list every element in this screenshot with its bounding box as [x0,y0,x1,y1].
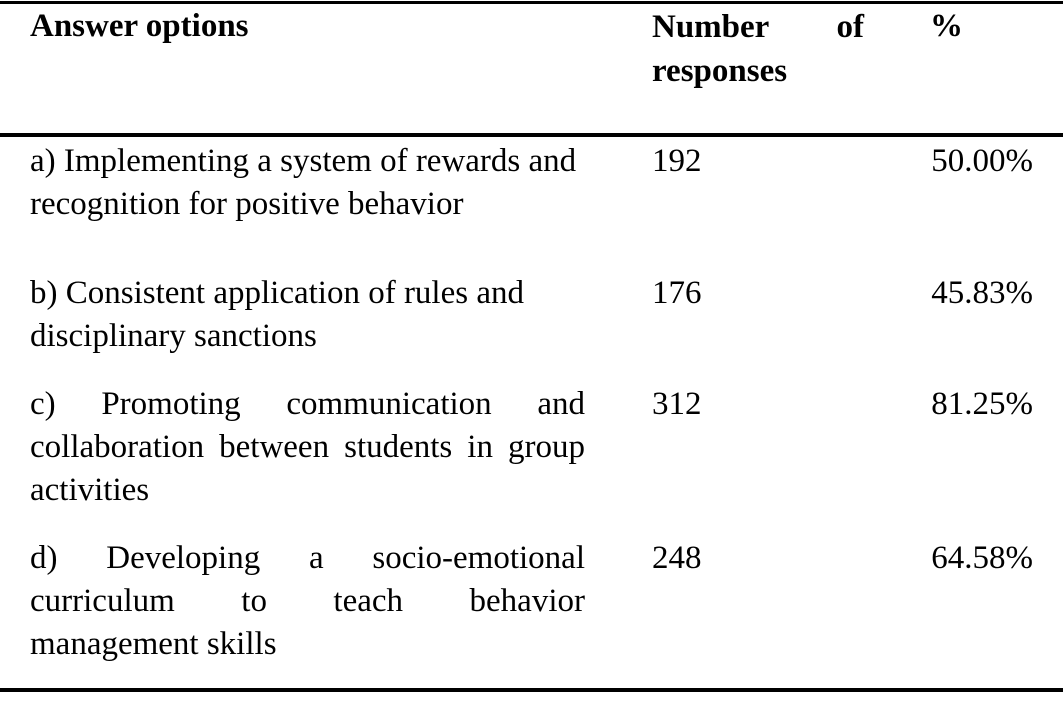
row-b-answer: b) Consistent application of rules and disciplinary sanctions [30,275,524,354]
row-a-answer: a) Implementing a system of rewards and recognition for positive behavior [30,143,577,222]
row-b-count: 176 [652,275,702,311]
header-percent: % [930,8,963,44]
table-header-rule [0,133,1063,137]
header-answer-options: Answer options [30,8,249,44]
row-b-percent: 45.83% [931,275,1033,311]
row-a-count: 192 [652,143,702,179]
row-d-answer: d) Developing a socio-emotional curriculum to teach behavior management skills [30,540,585,662]
row-a-percent: 50.00% [931,143,1033,179]
row-c-percent: 81.25% [931,386,1033,422]
row-c-count: 312 [652,386,702,422]
row-d-count: 248 [652,540,702,576]
table-top-rule [0,1,1063,4]
row-d-percent: 64.58% [931,540,1033,576]
row-c-answer: c) Promoting communication and collaboration between students in group activities [30,386,585,508]
header-number-of-responses: Number of responses [652,9,864,89]
table-bottom-rule [0,688,1063,692]
